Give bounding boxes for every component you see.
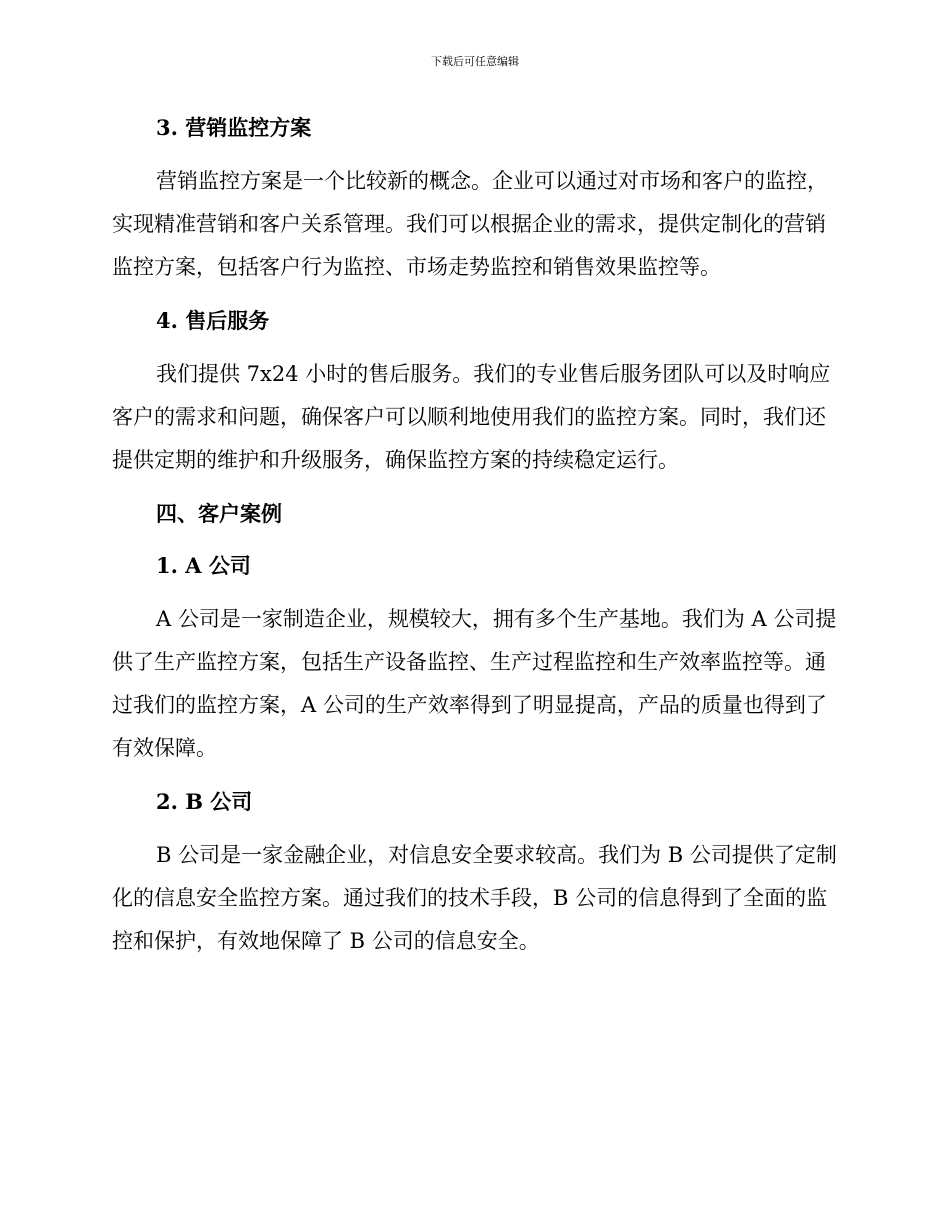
section-heading-customer-cases: 四、客户案例 xyxy=(156,501,282,526)
section-heading-after-sales: 4. 售后服务 xyxy=(156,308,270,333)
section-paragraph-marketing-monitoring: 营销监控方案是一个比较新的概念。企业可以通过对市场和客户的监控，实现精准营销和客户关系管理。我们可以根据企业的需求，提供定制化的营销监控方案，包括客户行为监控、市场走势监控和销售效果监控等。 xyxy=(112,169,828,279)
section-heading-marketing-monitoring: 3. 营销监控方案 xyxy=(156,115,312,140)
document-body xyxy=(112,108,838,963)
section-heading-company-b: 2. B 公司 xyxy=(156,789,253,814)
section-paragraph-after-sales: 我们提供 7x24 小时的售后服务。我们的专业售后服务团队可以及时响应客户的需求和问题，确保客户可以顺利地使用我们的监控方案。同时，我们还提供定期的维护和升级服务，确保监控方案的持续稳定运行。 xyxy=(112,362,831,472)
page-header: 下载后可任意编辑 xyxy=(431,55,519,68)
section-paragraph-company-b: B 公司是一家金融企业，对信息安全要求较高。我们为 B 公司提供了定制化的信息安全监控方案。通过我们的技术手段，B 公司的信息得到了全面的监控和保护，有效地保障了 B 公司的信息安全。 xyxy=(112,843,837,953)
section-heading-company-a: 1. A 公司 xyxy=(156,553,251,578)
section-paragraph-company-a: A 公司是一家制造企业，规模较大，拥有多个生产基地。我们为 A 公司提供了生产监控方案，包括生产设备监控、生产过程监控和生产效率监控等。通过我们的监控方案，A 公司的生产效率得到了明显提高，产品的质量也得到了有效保障。 xyxy=(112,607,837,760)
